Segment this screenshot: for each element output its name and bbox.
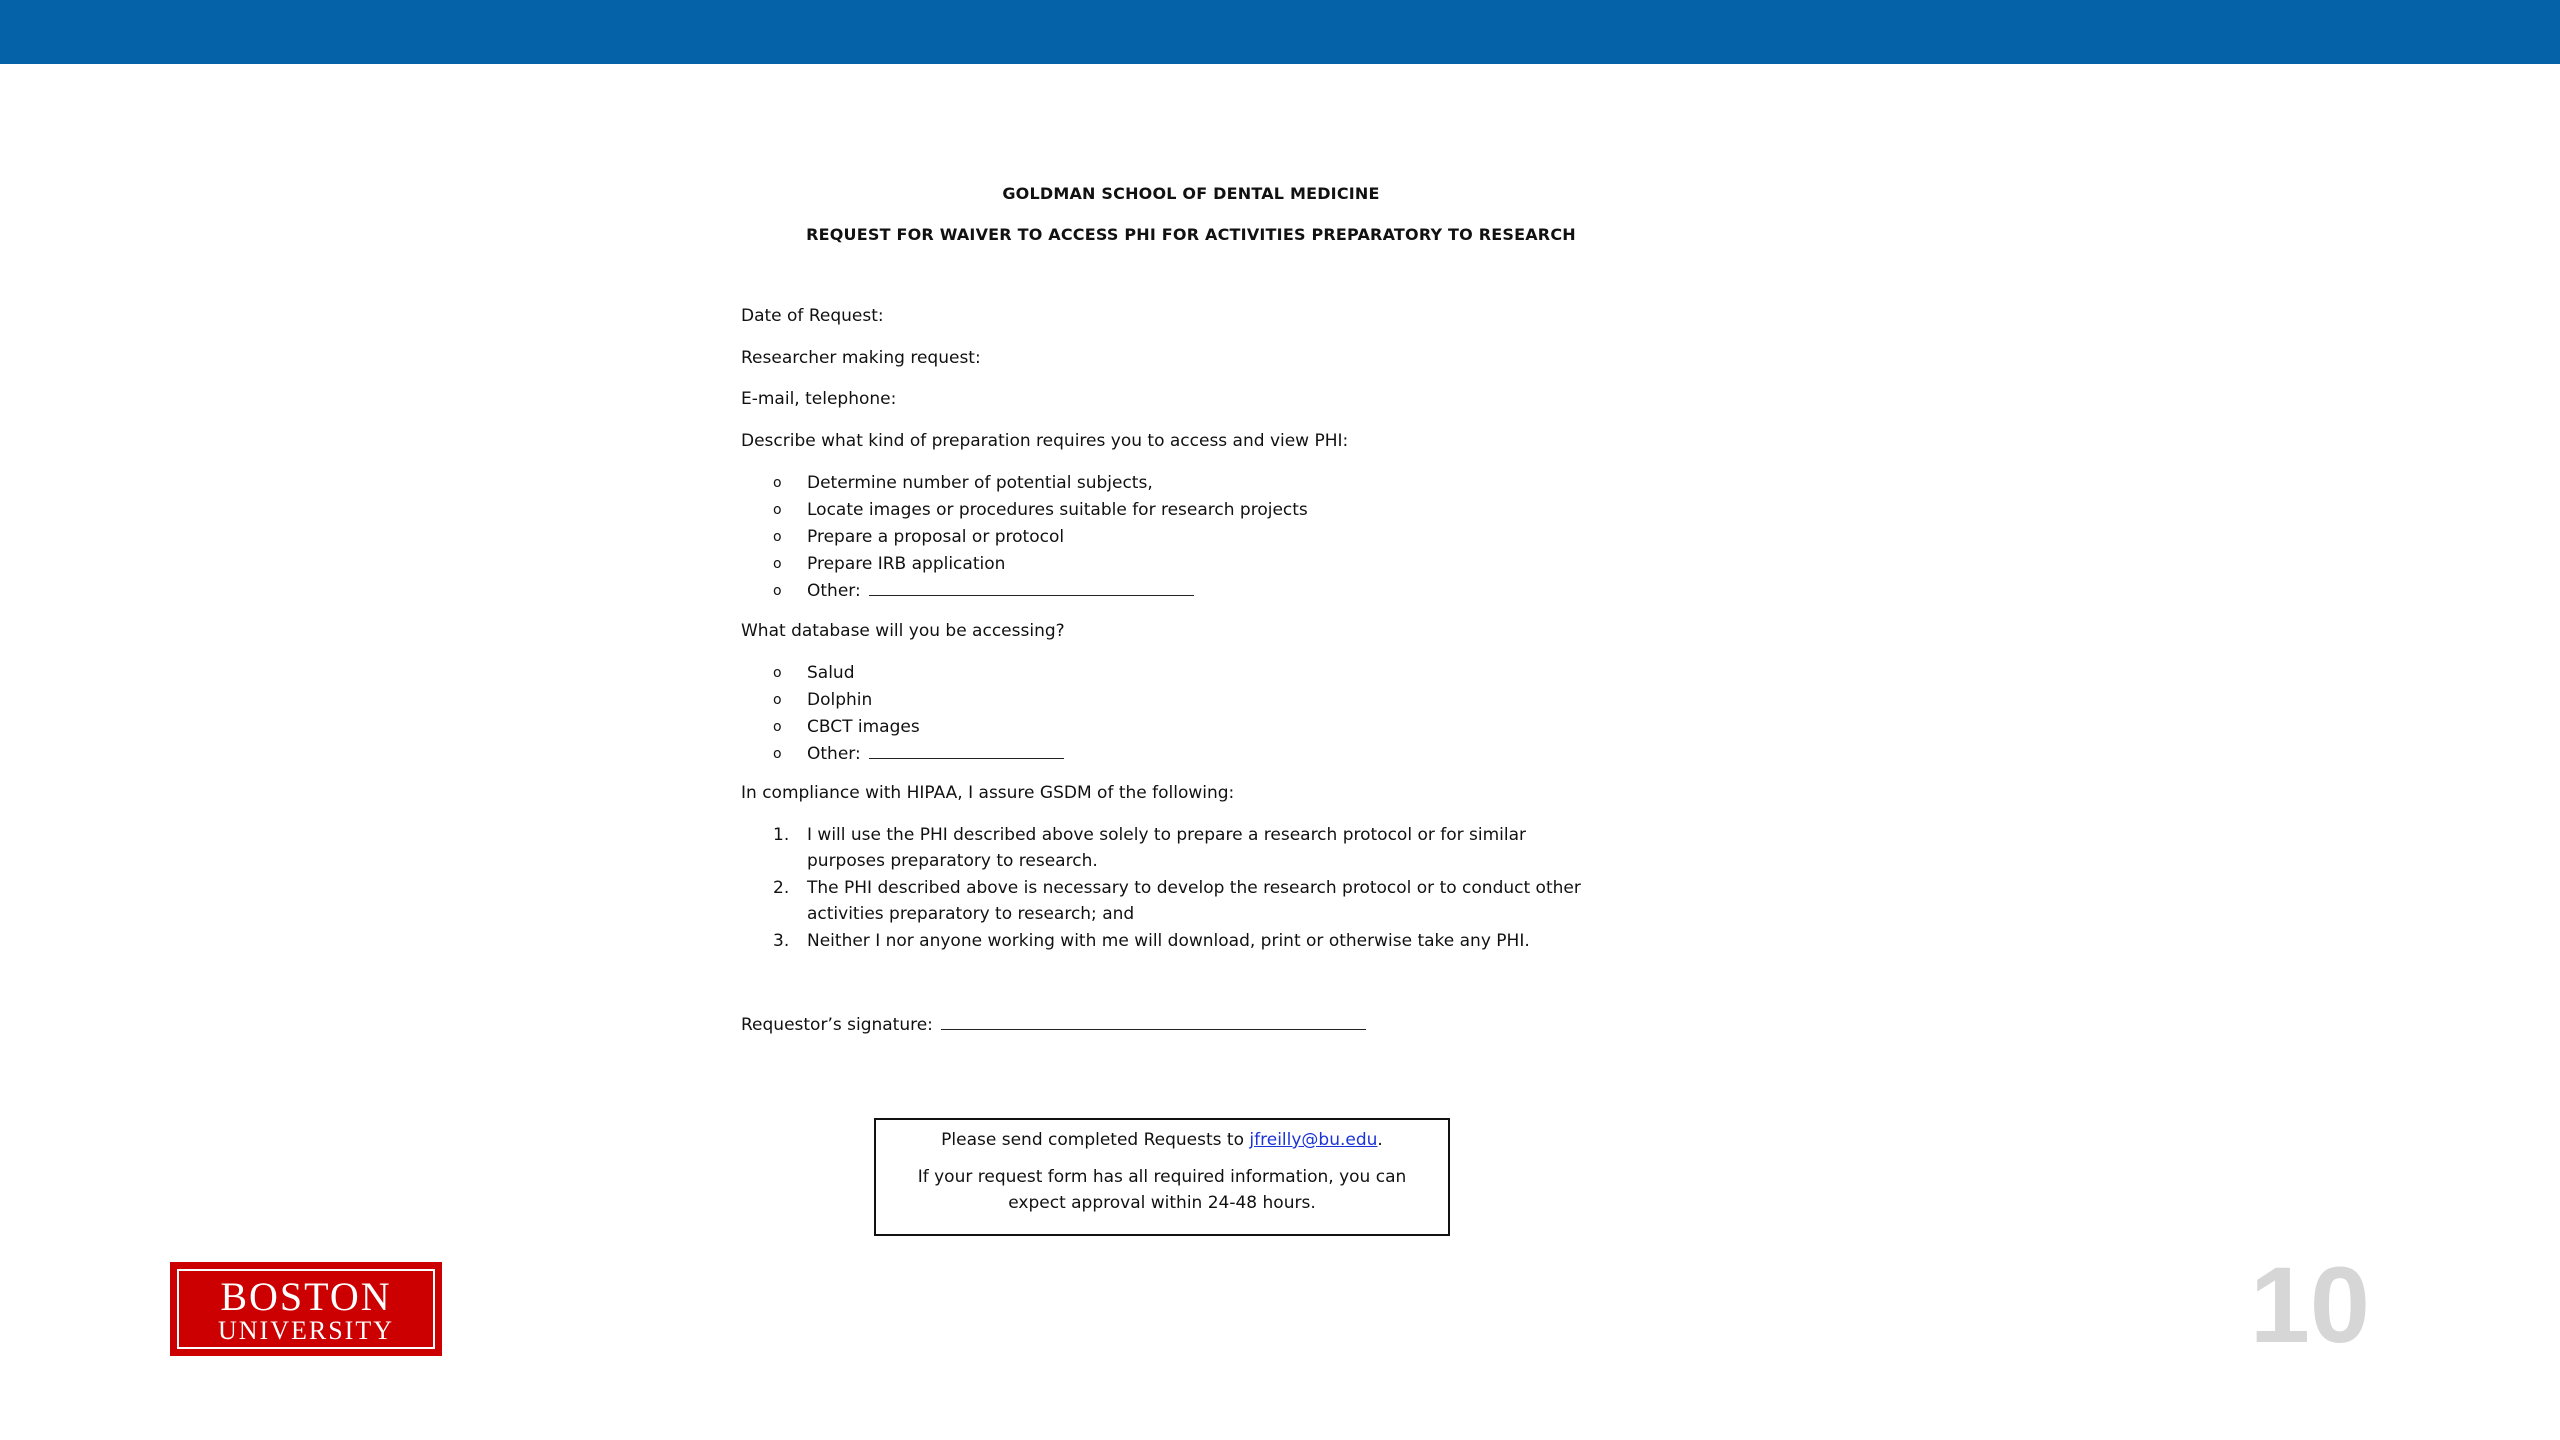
list-item: o Dolphin [773, 690, 873, 710]
bullet-icon: o [773, 529, 782, 545]
contact-label: E-mail, telephone: [741, 389, 897, 409]
list-item: o CBCT images [773, 717, 920, 737]
researcher-label: Researcher making request: [741, 348, 981, 368]
bullet-icon: o [773, 719, 782, 735]
list-item: 2. The PHI described above is necessary to develop the research protocol or to conduct other activities preparatory to research; and [773, 878, 1581, 924]
logo-line-boston: BOSTON [220, 1274, 392, 1319]
bullet-icon: o [773, 475, 782, 491]
compliance-intro: In compliance with HIPAA, I assure GSDM of the following: [741, 783, 1235, 803]
list-item: o Other: [741, 580, 1308, 607]
bullet-icon: o [773, 583, 782, 599]
bullet-icon: o [773, 502, 782, 518]
boston-university-logo [170, 1262, 442, 1356]
send-instructions: Please send completed Requests to jfreilly@bu.edu. [941, 1130, 1383, 1150]
form-school-title: GOLDMAN SCHOOL OF DENTAL MEDICINE [1002, 184, 1380, 203]
list-item: o Determine number of potential subjects, [773, 473, 1153, 493]
bullet-icon: o [773, 556, 782, 572]
list-item: 3. Neither I nor anyone working with me will download, print or otherwise take any PHI. [773, 931, 1530, 951]
preparation-question: Describe what kind of preparation requires you to access and view PHI: [741, 431, 1349, 451]
approval-note: If your request form has all required information, you can expect approval within 24-48 hours. [917, 1167, 1407, 1213]
list-item: o Other: [741, 743, 1064, 770]
list-item: o Salud [773, 663, 855, 683]
bullet-icon: o [773, 692, 782, 708]
form-request-title: REQUEST FOR WAIVER TO ACCESS PHI FOR ACTIVITIES PREPARATORY TO RESEARCH [806, 225, 1576, 244]
list-item: 1. I will use the PHI described above solely to prepare a research protocol or for similar purposes preparatory to research. [773, 825, 1527, 871]
database-options-list [741, 662, 1064, 770]
other-database-blank [869, 744, 1064, 759]
email-link[interactable]: jfreilly@bu.edu [1249, 1130, 1378, 1150]
header-bar [0, 0, 2560, 64]
list-item: o Prepare a proposal or protocol [773, 527, 1065, 547]
signature-label: Requestor’s signature: [741, 1015, 933, 1035]
compliance-items-list [741, 822, 1607, 955]
bullet-icon: o [773, 665, 782, 681]
logo-line-university: UNIVERSITY [218, 1316, 394, 1345]
list-item: o Locate images or procedures suitable for research projects [773, 500, 1308, 520]
signature-blank [941, 1015, 1366, 1030]
submission-notice-box [874, 1118, 1450, 1236]
slide-number: 10 [2249, 1244, 2370, 1365]
database-question: What database will you be accessing? [741, 621, 1065, 641]
other-preparation-blank [869, 581, 1194, 596]
preparation-options-list [741, 472, 1308, 607]
bullet-icon: o [773, 746, 782, 762]
date-of-request-label: Date of Request: [741, 306, 884, 326]
list-item: o Prepare IRB application [773, 554, 1006, 574]
signature-line [741, 1015, 1366, 1035]
